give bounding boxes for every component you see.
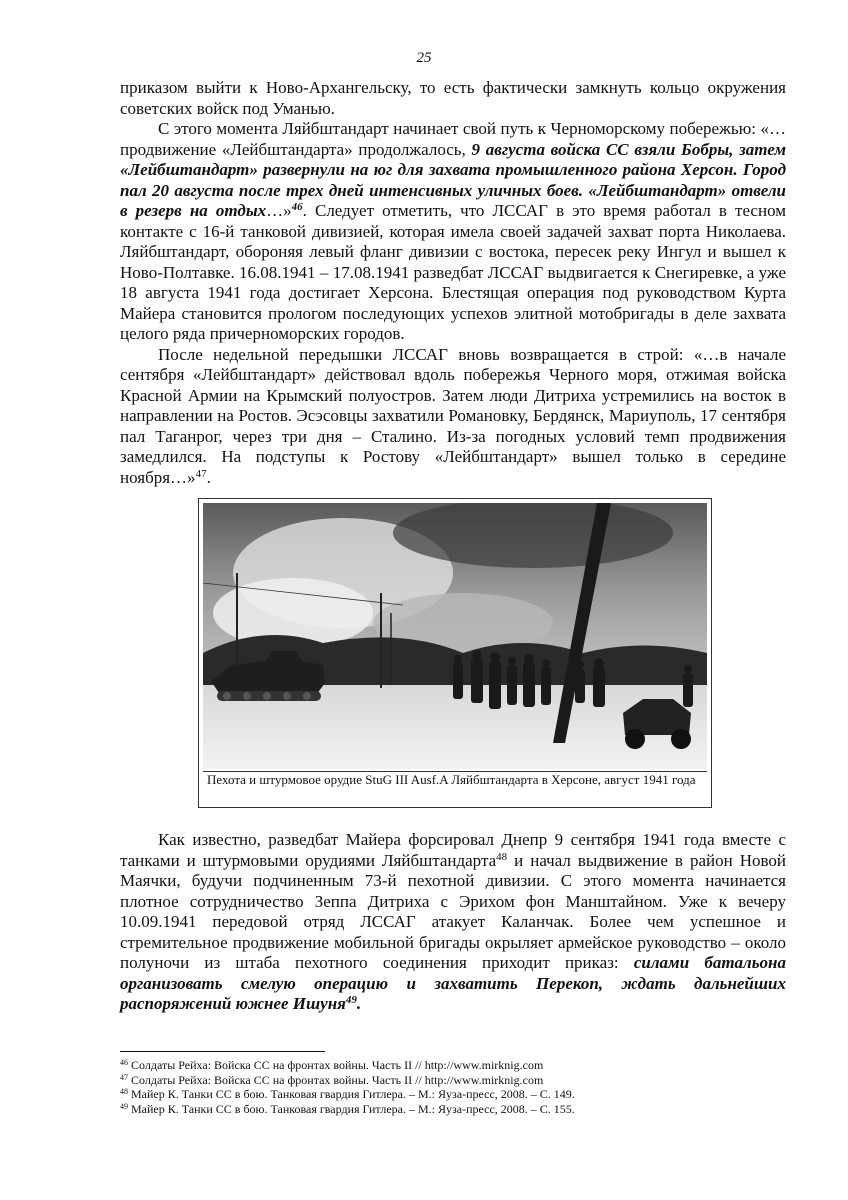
historical-photo (203, 503, 707, 769)
footnote-text: Солдаты Рейха: Войска СС на фронтах войны. Часть II // http://www.mirknig.com (128, 1058, 544, 1072)
footnote-47 (120, 1073, 786, 1088)
paragraph-3-text: После недельной передышки ЛССАГ вновь возвращается в строй: «…в начале сентября «Лейбштандарт» действовал вдоль побережья Черного моря, отжимая войска Красной Армии на Крымский полуостров. Затем люди Дитриха устремились на восток в направлении на Ростов. Эсэсовцы захватили Романовку, Бердянск, Мариуполь, 17 сентября пал Таганрог, через три дня – Сталино. Из-за погодных условий темп продвижения замедлился. На подступы к Ростову «Лейбштандарт» вышел только в середине ноября…» (120, 344, 786, 487)
paragraph-1 (120, 78, 786, 119)
footnote-ref-47[interactable]: 47 (195, 467, 207, 480)
paragraph-4-end: . (356, 994, 362, 1013)
footnote-ref-49[interactable]: 49 (345, 994, 357, 1006)
figure (198, 498, 712, 808)
footnote-text: Майер К. Танки СС в бою. Танковая гвардия Гитлера. – М.: Яуза-пресс, 2008. – С. 149. (128, 1087, 575, 1101)
paragraph-4-text-a: Как известно, разведбат Майера форсировал Днепр 9 сентября 1941 года вместе с танками и штурмовыми орудиями Ляйбштандарта (120, 830, 786, 870)
footnote-text: Солдаты Рейха: Войска СС на фронтах войны. Часть II // http://www.mirknig.com (128, 1072, 544, 1087)
footnote-46 (120, 1058, 786, 1073)
paragraph-2-emphasis: 9 августа войска СС взяли Бобры, затем «Лейбштандарт» развернули на юг для захвата промышленного района Херсон. Город пал 20 августа после трех дней интенсивных уличных боев. «Лейбштандарт» отвели в резерв на отдых (120, 139, 786, 220)
footnote-number: 48 (120, 1087, 128, 1096)
body-text-top (120, 78, 786, 488)
footnote-ref-46[interactable]: 46 (291, 201, 303, 213)
paragraph-2-text-d: . Следует отметить, что ЛССАГ в это время работал в тесном контакте с 16-й танковой дивизией, которая имела своей задачей захват порта Николаева. Ляйбштандарт, обороняя левый фланг дивизии с востока, пересек реку Ингул и вышел к Ново-Полтавке. 16.08.1941 – 17.08.1941 разведбат ЛССАГ выдвигается к Снегиревке, а уже 18 августа 1941 года достигает Херсона. Блестящая операция под руководством Курта Майера становится прологом последующих успехов элитной мотобригады в деле захвата целого ряда причерноморских городов. (120, 201, 787, 343)
footnote-separator (120, 1051, 325, 1052)
footnote-number: 46 (120, 1058, 128, 1067)
paragraph-2 (120, 119, 786, 345)
paragraph-2-text-a: С этого момента Ляйбштандарт начинает свой путь к Черноморскому побережью: «…продвижение «Лейбштандарта» продолжалось, (120, 119, 786, 159)
paragraph-3 (120, 345, 786, 489)
footnotes (120, 1058, 786, 1116)
footnote-number: 49 (120, 1101, 128, 1111)
paragraph-3-end: . (206, 467, 211, 487)
figure-caption: Пехота и штурмовое орудие StuG III Ausf.A Ляйбштандарта в Херсоне, август 1941 года (203, 771, 707, 787)
footnote-ref-48[interactable]: 48 (496, 850, 508, 863)
page-number: 25 (416, 50, 432, 66)
paragraph-4-emphasis: силами батальона организовать смелую операцию и захватить Перекоп, ждать дальнейших распоряжений южнее Ишуня (120, 953, 786, 1013)
paragraph-4 (120, 830, 786, 1015)
footnote-49 (120, 1102, 786, 1117)
footnote-number: 47 (120, 1072, 128, 1082)
paragraph-2-quote-close: …» (266, 201, 292, 220)
paragraph-1-text: приказом выйти к Ново-Архангельску, то есть фактически замкнуть кольцо окружения советских войск под Уманью. (120, 78, 786, 118)
body-text-bottom (120, 830, 786, 1015)
footnote-text: Майер К. Танки СС в бою. Танковая гвардия Гитлера. – М.: Яуза-пресс, 2008. – С. 155. (128, 1101, 575, 1116)
footnote-48 (120, 1087, 786, 1102)
paragraph-4-text-b: и начал выдвижение в район Новой Маячки, будучи подчиненным 73-й пехотной дивизии. С этого момента начинается плотное сотрудничество Зеппа Дитриха с Эрихом фон Манштайном. Уже к вечеру 10.09.1941 передовой отряд ЛССАГ атакует Каланчак. Более чем успешное и стремительное продвижение мобильной бригады окрыляет армейское руководство – около полуночи из штаба пехотного соединения приходит приказ: (120, 850, 786, 972)
